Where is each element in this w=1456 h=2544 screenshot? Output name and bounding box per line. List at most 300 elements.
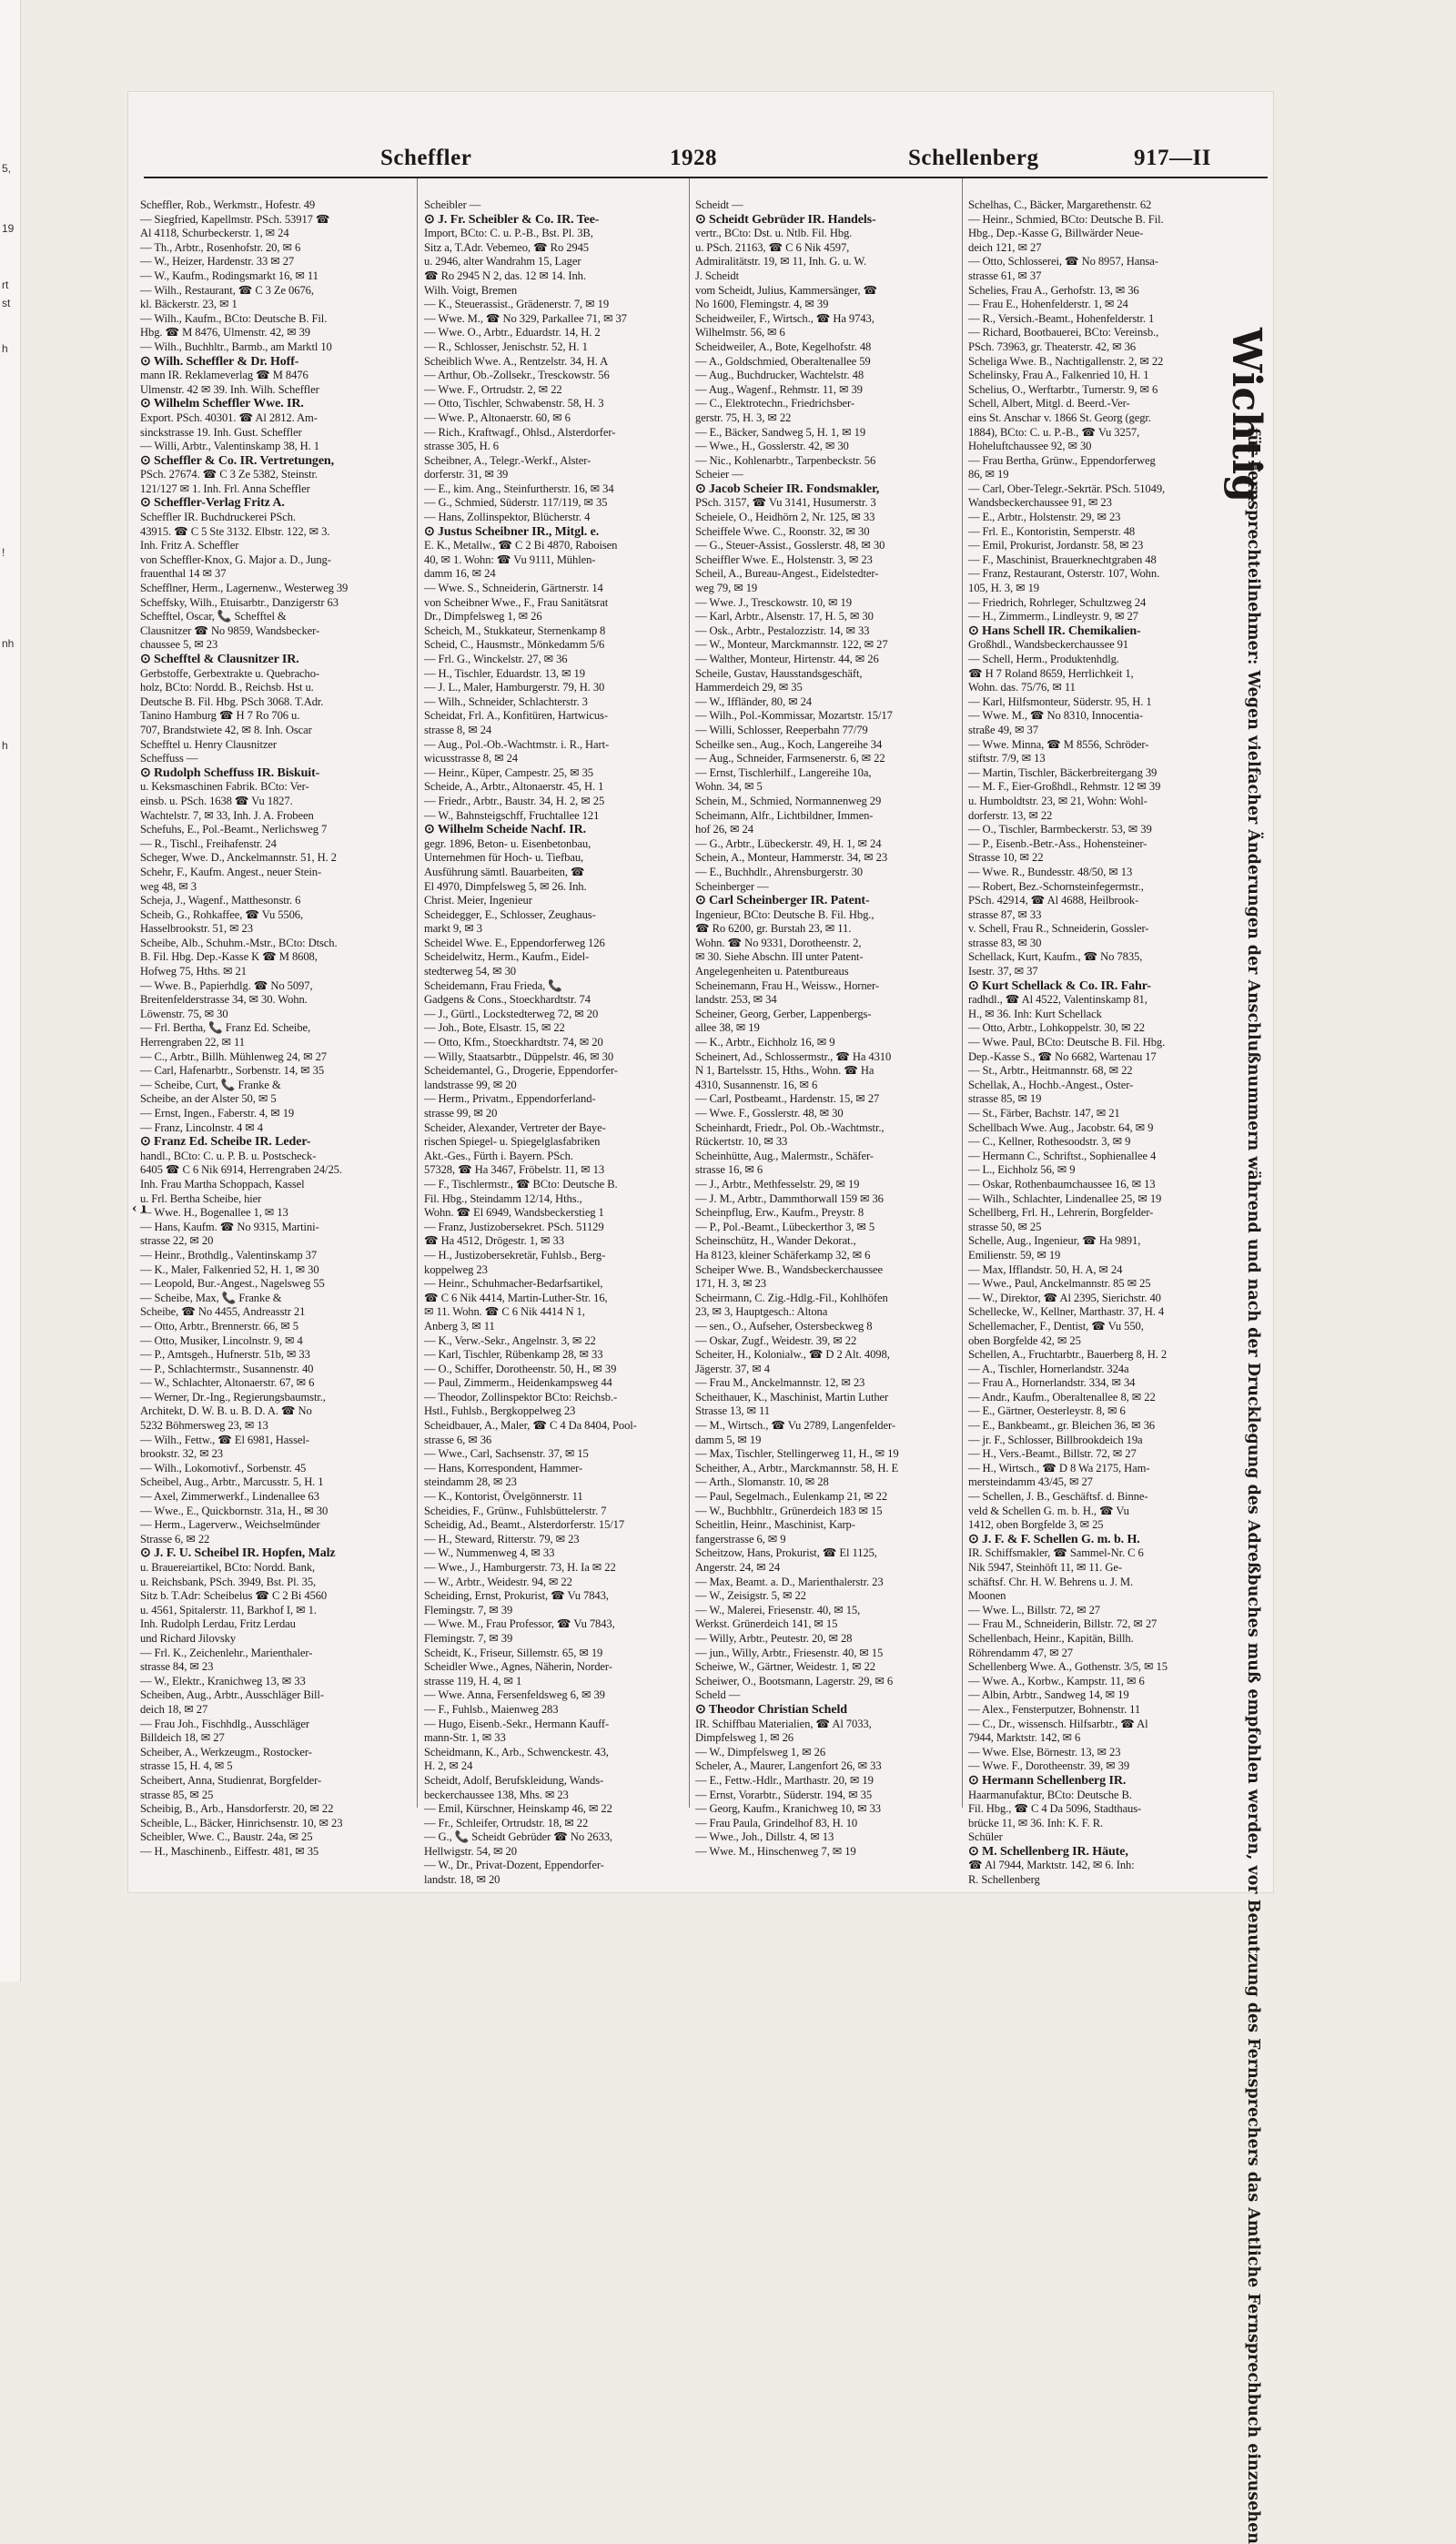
directory-entry-line: Flemingstr. 7, ✉ 39 [424,1603,513,1617]
directory-entry-line: — A., Goldschmied, Oberaltenallee 59 [695,354,871,368]
directory-entry-line: — Hugo, Eisenb.-Sekr., Hermann Kauff- [424,1717,610,1730]
directory-entry-line: — Wwe. A., Korbw., Kampstr. 11, ✉ 6 [968,1674,1145,1688]
directory-entry-line: — Aug., Schneider, Farmsenerstr. 6, ✉ 22 [695,752,885,765]
directory-entry-line: Scheidweiler, A., Bote, Kegelhofstr. 48 [695,340,872,353]
directory-entry-line: Dep.-Kasse S., ☎ No 6682, Wartenau 17 [968,1049,1157,1063]
directory-entry-line: Scheld — [695,1688,741,1702]
directory-entry-line: — Wwe. M., ☎ No 329, Parkallee 71, ✉ 37 [424,311,627,325]
directory-entry-line: — M., Wirtsch., ☎ Vu 2789, Langenfelder- [695,1419,895,1433]
directory-entry-line: strasse 85, ✉ 19 [968,1092,1042,1106]
directory-entry-line: — Oskar, Rothenbaumchaussee 16, ✉ 13 [968,1177,1156,1191]
directory-entry-line: — L., Eichholz 56, ✉ 9 [968,1163,1076,1177]
directory-entry-line: Schellemacher, F., Dentist, ☎ Vu 550, [968,1319,1144,1333]
directory-entry-line: ⊙ Carl Scheinberger IR. Patent- [695,894,870,908]
directory-entry-line: — F., Tischlermstr., ☎ BCto: Deutsche B. [424,1177,618,1191]
directory-entry-line: ⊙ Hans Schell IR. Chemikalien- [968,623,1141,638]
directory-entry-line: — Wwe. M., ☎ No 8310, Innocentia- [968,709,1143,723]
directory-entry-line: — Rich., Kraftwagf., Ohlsd., Alsterdorfer- [424,425,616,439]
directory-entry-line: — Hans, Kaufm. ☎ No 9315, Martini- [140,1220,319,1233]
directory-entry-line: — Frl. G., Winckelstr. 27, ✉ 36 [424,653,568,665]
directory-entry-line: — Karl, Hilfsmonteur, Süderstr. 95, H. 1 [968,694,1152,708]
directory-entry-line: — F., Maschinist, Brauerknechtgraben 48 [968,552,1157,566]
directory-entry-line: Wohn. ☎ El 6949, Wandsbeckerstieg 1 [424,1206,604,1220]
directory-entry-line: Ingenieur, BCto: Deutsche B. Fil. Hbg., [695,907,875,921]
directory-entry-line: mann IR. Reklameverlag ☎ M 8476 [140,369,308,382]
directory-entry-line: PSch. 3157, ☎ Vu 3141, Husumerstr. 3 [695,496,876,510]
directory-entry-line: Admiralitätstr. 19, ✉ 11, Inh. G. u. W. [695,255,867,269]
directory-entry-line: steindamm 28, ✉ 23 [424,1475,517,1489]
directory-entry-line: — E., Arbtr., Holstenstr. 29, ✉ 23 [968,511,1121,524]
directory-entry-line: Scheler, A., Maurer, Langenfort 26, ✉ 33 [695,1759,882,1773]
directory-entry-line: — St., Färber, Bachstr. 147, ✉ 21 [968,1107,1120,1120]
directory-entry-line: Inh. Fritz A. Scheffler [140,539,239,552]
directory-entry-line: B. Fil. Hbg. Dep.-Kasse K ☎ M 8608, [140,950,318,964]
directory-entry-line: strasse 8, ✉ 24 [424,723,492,736]
directory-entry-line: ⊙ J. F. U. Scheibel IR. Hopfen, Malz [140,1546,336,1561]
directory-entry-line: Scheier — [695,468,743,481]
directory-entry-line: — Wwe., Paul, Anckelmannstr. 85 ✉ 25 [968,1277,1151,1291]
directory-entry-line: PSch. 73963, gr. Theaterstr. 42, ✉ 36 [968,340,1136,353]
directory-entry-line: — R., Schlosser, Jenischstr. 52, H. 1 [424,340,588,353]
directory-entry-line: Haarmanufaktur, BCto: Deutsche B. [968,1788,1132,1801]
column-divider [417,178,418,1808]
directory-entry-line: Scheiner, Georg, Gerber, Lappenbergs- [695,1007,872,1020]
directory-entry-line: — H., Tischler, Eduardstr. 13, ✉ 19 [424,666,585,680]
directory-entry-line: — J. M., Arbtr., Dammthorwall 159 ✉ 36 [695,1191,884,1205]
directory-entry-line: Großhdl., Wandsbeckerchaussee 91 [968,638,1129,652]
directory-entry-line: — Heinr., Schmied, BCto: Deutsche B. Fil. [968,212,1164,226]
directory-entry-line: — Emil, Prokurist, Jordanstr. 58, ✉ 23 [968,539,1144,552]
directory-entry-line: u. Brauereiartikel, BCto: Nordd. Bank, [140,1561,316,1574]
directory-entry-line: — E., Bäcker, Sandweg 5, H. 1, ✉ 19 [695,425,866,439]
directory-entry-line: — W., Dimpfelsweg 1, ✉ 26 [695,1745,826,1759]
directory-entry-line: stiftstr. 7/9, ✉ 13 [968,752,1046,765]
notice-title: Wichtig [1223,328,1269,502]
directory-entry-line: Scheibe, an der Alster 50, ✉ 5 [140,1092,277,1106]
directory-entry-line: — J., Arbtr., Methfesselstr. 29, ✉ 19 [695,1177,860,1191]
directory-entry-line: ⊙ Schefftel & Clausnitzer IR. [140,653,299,666]
directory-entry-line: Hbg. ☎ M 8476, Ulmenstr. 42, ✉ 39 [140,326,311,340]
edge-fragment: st [2,297,11,309]
directory-entry-line: landstrasse 99, ✉ 20 [424,1078,517,1091]
directory-entry-line: — Carl, Hafenarbtr., Sorbenstr. 14, ✉ 35 [140,1064,325,1078]
directory-entry-line: eins St. Anschar v. 1866 St. Georg (gegr. [968,410,1151,424]
directory-column-4 [968,198,1230,1888]
directory-entry-line: Scheffler IR. Buchdruckerei PSch. [140,511,296,524]
directory-entry-line: gegr. 1896, Beton- u. Eisenbetonbau, [424,836,592,850]
directory-entry-line: — Schellen, J. B., Geschäftsf. d. Binne- [968,1490,1148,1504]
directory-entry-line: Scheidemantel, G., Drogerie, Eppendorfer- [424,1064,618,1078]
directory-entry-line: — P., Eisenb.-Betr.-Ass., Hohensteiner- [968,836,1148,850]
directory-entry-line: — Willi, Schlosser, Reeperbahn 77/79 [695,723,868,736]
directory-entry-line: — Wwe., Carl, Sachsenstr. 37, ✉ 15 [424,1447,589,1461]
directory-entry-line: wicusstrasse 8, ✉ 24 [424,752,518,765]
directory-entry-line: Scheidel Wwe. E., Eppendorferweg 126 [424,936,605,949]
directory-entry-line: — W., Zeisigstr. 5, ✉ 22 [695,1589,806,1603]
directory-entry-line: — W., Kaufm., Rodingsmarkt 16, ✉ 11 [140,269,318,282]
directory-entry-line: Scheidt, K., Friseur, Sillemstr. 65, ✉ 19 [424,1646,603,1659]
directory-entry-line: Hellwigstr. 54, ✉ 20 [424,1844,517,1858]
directory-entry-line: Scheibert, Anna, Studienrat, Borgfelder- [140,1773,322,1787]
directory-entry-line: Scheither, A., Arbtr., Marckmannstr. 58, H. E [695,1461,899,1475]
directory-entry-line: handl., BCto: C. u. P. B. u. Postscheck- [140,1149,317,1162]
directory-entry-line: Gadgens & Cons., Stoeckhardtstr. 74 [424,993,591,1007]
directory-entry-line: — Wwe., J., Hamburgerstr. 73, H. Ia ✉ 22 [424,1561,616,1574]
directory-entry-line: Scheiffler Wwe. E., Holstenstr. 3, ✉ 23 [695,552,873,566]
directory-entry-line: — Frl. K., Zeichenlehr., Marienthaler- [140,1646,313,1659]
directory-entry-line: von Scheibner Wwe., F., Frau Sanitätsrat [424,595,609,609]
directory-entry-line: Scheiblich Wwe. A., Rentzelstr. 34, H. A [424,354,609,368]
directory-entry-line: Herrengraben 22, ✉ 11 [140,1036,245,1049]
directory-entry-line: — Aug., Buchdrucker, Wachtelstr. 48 [695,369,864,382]
directory-entry-line: — C., Arbtr., Billh. Mühlenweg 24, ✉ 27 [140,1049,328,1063]
directory-entry-line: strasse 119, H. 4, ✉ 1 [424,1674,522,1688]
directory-entry-line: Scheger, Wwe. D., Anckelmannstr. 51, H. 2 [140,851,337,865]
directory-entry-line: u. Humboldtstr. 23, ✉ 21, Wohn: Wohl- [968,794,1148,807]
directory-entry-line: Hoheluftchaussee 92, ✉ 30 [968,440,1092,453]
directory-entry-line: — Wwe., H., Gosslerstr. 42, ✉ 30 [695,440,849,453]
directory-entry-line: strasse 6, ✉ 36 [424,1433,492,1446]
directory-entry-line: — Wwe. P., Altonaerstr. 60, ✉ 6 [424,410,571,424]
directory-entry-line: Billdeich 18, ✉ 27 [140,1731,225,1745]
directory-entry-line: — Ernst, Tischlerhilf., Langereihe 10a, [695,765,872,779]
directory-entry-line: 4310, Susannenstr. 16, ✉ 6 [695,1078,818,1091]
directory-entry-line: — Franz, Restaurant, Osterstr. 107, Wohn. [968,567,1160,581]
directory-entry-line: — Friedrich, Rohrleger, Schultzweg 24 [968,595,1147,609]
directory-entry-line: Scheilke sen., Aug., Koch, Langereihe 34 [695,737,883,751]
directory-entry-line: straße 49, ✉ 37 [968,723,1038,736]
directory-entry-line: — Alex., Fensterputzer, Bohnenstr. 11 [968,1702,1141,1716]
directory-entry-line: — Wwe. Else, Börnestr. 13, ✉ 23 [968,1745,1121,1759]
directory-entry-line: Scheidmann, K., Arb., Schwenckestr. 43, [424,1745,609,1759]
directory-entry-line: Dr., Dimpfelsweg 1, ✉ 26 [424,610,542,623]
directory-entry-line: fangerstrasse 6, ✉ 9 [695,1532,786,1546]
directory-entry-line: — C., Kellner, Rothesoodstr. 3, ✉ 9 [968,1135,1131,1149]
directory-entry-line: Deutsche B. Fil. Hbg. PSch 3068. T.Adr. [140,694,324,708]
directory-entry-line: — O., Schiffer, Dorotheenstr. 50, H., ✉ 39 [424,1362,617,1375]
directory-entry-line: — Wilh., Lokomotivf., Sorbenstr. 45 [140,1461,307,1475]
directory-entry-line: — Wilh., Kaufm., BCto: Deutsche B. Fil. [140,311,328,325]
directory-entry-line: ⊙ Hermann Schellenberg IR. [968,1773,1127,1788]
directory-entry-line: v. Schell, Frau R., Schneiderin, Gossler- [968,922,1149,936]
directory-entry-line: chaussee 5, ✉ 23 [140,638,218,652]
directory-entry-line: Scheiele, O., Heidhörn 2, Nr. 125, ✉ 33 [695,511,875,524]
directory-entry-line: — Arthur, Ob.-Zollsekr., Tresckowstr. 56 [424,369,610,382]
directory-entry-line: — Frau M., Anckelmannstr. 12, ✉ 23 [695,1376,865,1390]
directory-entry-line: vertr., BCto: Dst. u. Ntlb. Fil. Hbg. [695,227,853,240]
directory-entry-line: — Wwe. F., Ortrudstr. 2, ✉ 22 [424,382,562,396]
directory-entry-line: No 1600, Flemingstr. 4, ✉ 39 [695,298,829,311]
directory-entry-line: Scheibig, B., Arb., Hansdorferstr. 20, ✉ 22 [140,1802,334,1816]
directory-entry-line: ⊙ Wilhelm Scheffler Wwe. IR. [140,397,304,411]
directory-entry-line: sinckstrasse 19. Inh. Gust. Scheffler [140,425,302,439]
directory-entry-line: Scheinschütz, H., Wander Dekorat., [695,1234,856,1248]
directory-entry-line: — Andr., Kaufm., Oberaltenallee 8, ✉ 22 [968,1390,1156,1404]
directory-entry-line: — jr. F., Schlosser, Billbrookdeich 19a [968,1433,1143,1446]
directory-entry-line: Scheffsky, Wilh., Etuisarbtr., Danzigerstr 63 [140,595,339,609]
directory-entry-line: — R., Versich.-Beamt., Hohenfelderstr. 1 [968,311,1155,325]
directory-entry-line: — Karl, Tischler, Rübenkamp 28, ✉ 33 [424,1348,603,1362]
directory-entry-line: Röhrendamm 47, ✉ 27 [968,1646,1073,1659]
directory-entry-line: beckerchaussee 138, Mhs. ✉ 23 [424,1788,569,1801]
directory-entry-line: — Max, Tischler, Stellingerweg 11, H., ✉ 19 [695,1447,899,1461]
directory-entry-line: — H., Steward, Ritterstr. 79, ✉ 23 [424,1532,580,1546]
column-divider [689,178,690,1808]
directory-entry-line: dorferstr. 13, ✉ 22 [968,808,1053,822]
directory-entry-line: — H., Vers.-Beamt., Billstr. 72, ✉ 27 [968,1447,1137,1461]
directory-entry-line: Hammerdeich 29, ✉ 35 [695,681,803,694]
directory-entry-line: oben Borgfelde 42, ✉ 25 [968,1333,1081,1347]
directory-entry-line: — Arth., Slomanstr. 10, ✉ 28 [695,1475,829,1489]
directory-entry-line: Scheitzow, Hans, Prokurist, ☎ El 1125, [695,1546,877,1560]
directory-entry-line: Scheidegger, E., Schlosser, Zeughaus- [424,907,596,921]
directory-entry-line: — W., Arbtr., Weidestr. 94, ✉ 22 [424,1575,572,1588]
directory-entry-line: — Willy, Staatsarbtr., Düppelstr. 46, ✉ 30 [424,1049,614,1063]
directory-entry-line: — Heinr., Küper, Campestr. 25, ✉ 35 [424,765,593,779]
directory-entry-line: ☎ Ha 4512, Drögestr. 1, ✉ 33 [424,1234,564,1248]
directory-entry-line: Scheibler — [424,198,481,211]
directory-entry-line: — Herm., Privatm., Eppendorferland- [424,1092,596,1106]
directory-entry-line: markt 9, ✉ 3 [424,922,482,936]
directory-entry-line: — Karl, Arbtr., Alsenstr. 17, H. 5, ✉ 30 [695,610,874,623]
directory-entry-line: — G., Arbtr., Lübeckerstr. 49, H. 1, ✉ 24 [695,836,882,850]
directory-entry-line: Scheile, Gustav, Hausstandsgeschäft, [695,666,863,680]
edge-fragment: 5, [2,162,12,175]
directory-entry-line: — W., Dr., Privat-Dozent, Eppendorfer- [424,1859,604,1872]
directory-entry-line: Hasselbrookstr. 51, ✉ 23 [140,922,253,936]
directory-entry-line: Scheiber, A., Werkzeugm., Rostocker- [140,1745,312,1759]
directory-entry-line: — G., 📞 Scheidt Gebrüder ☎ No 2633, [424,1830,612,1844]
directory-entry-line: Scheffuss — [140,752,198,765]
directory-entry-line: — K., Kontorist, Övelgönnerstr. 11 [424,1490,583,1504]
directory-entry-line: — Albin, Arbtr., Sandweg 14, ✉ 19 [968,1688,1129,1702]
directory-entry-line: — Carl, Ober-Telegr.-Sekrtär. PSch. 51049, [968,481,1166,495]
directory-entry-line: N 1, Bartelsstr. 15, Hths., Wohn. ☎ Ha [695,1064,875,1078]
directory-entry-line: — W., Direktor, ☎ Al 2395, Sierichstr. 40 [968,1291,1161,1304]
directory-entry-line: — Frau A., Hornerlandstr. 334, ✉ 34 [968,1376,1136,1390]
directory-entry-line: mersteindamm 43/45, ✉ 27 [968,1475,1093,1489]
previous-page-edge [0,0,21,1981]
directory-entry-line: strasse 50, ✉ 25 [968,1220,1042,1233]
directory-entry-line: 171, H. 3, ✉ 23 [695,1277,766,1291]
directory-entry-line: ☎ Ro 6200, gr. Burstah 23, ✉ 11. [695,922,852,936]
directory-entry-line: — Axel, Zimmerwerkf., Lindenallee 63 [140,1490,319,1504]
directory-entry-line: — Wilh., Schlachter, Lindenallee 25, ✉ 19 [968,1191,1162,1205]
directory-entry-line: strasse 61, ✉ 37 [968,269,1042,282]
directory-entry-line: Scheirmann, C. Zig.-Hdlg.-Fil., Kohlhöfen [695,1291,888,1304]
directory-entry-line: hof 26, ✉ 24 [695,823,753,836]
directory-entry-line: Scheiding, Ernst, Prokurist, ☎ Vu 7843, [424,1589,609,1603]
directory-entry-line: — P., Schlachtermstr., Susannenstr. 40 [140,1362,314,1375]
directory-entry-line: Schefflner, Herm., Lagernenw., Westerweg 39 [140,582,349,595]
directory-entry-line: — P., Amtsgeh., Hufnerstr. 51b, ✉ 33 [140,1348,310,1362]
directory-entry-line: — A., Tischler, Hornerlandstr. 324a [968,1362,1129,1375]
directory-entry-line: H., ✉ 36. Inh: Kurt Schellack [968,1007,1102,1020]
directory-entry-line: Strasse 13, ✉ 11 [695,1404,770,1418]
directory-entry-line: — P., Pol.-Beamt., Lübeckerthor 3, ✉ 5 [695,1220,875,1233]
directory-entry-line: ☎ C 6 Nik 4414, Martin-Luther-Str. 16, [424,1291,608,1304]
directory-entry-line: deich 121, ✉ 27 [968,240,1042,254]
directory-column-3 [695,198,957,1859]
directory-entry-line: — W., Elektr., Kranichweg 13, ✉ 33 [140,1674,306,1688]
directory-entry-line: — Wwe. Minna, ☎ M 8556, Schröder- [968,737,1149,751]
directory-entry-line: 5232 Böhmersweg 23, ✉ 13 [140,1419,268,1433]
directory-entry-line: Scheinert, Ad., Schlossermstr., ☎ Ha 4310 [695,1049,892,1063]
directory-entry-line: — M. F., Eier-Großhdl., Rehmstr. 12 ✉ 39 [968,780,1161,794]
directory-entry-line: Jägerstr. 37, ✉ 4 [695,1362,770,1375]
directory-entry-line: Akt.-Ges., Fürth i. Bayern. PSch. [424,1149,573,1162]
directory-entry-line: strasse 305, H. 6 [424,440,499,453]
directory-entry-line: Schelies, Frau A., Gerhofstr. 13, ✉ 36 [968,283,1139,297]
directory-entry-line: Scheitlin, Heinr., Maschinist, Karp- [695,1518,855,1532]
directory-entry-line: Dimpfelsweg 1, ✉ 26 [695,1731,794,1745]
directory-entry-line: Scheiwer, O., Bootsmann, Lagerstr. 29, ✉ 6 [695,1674,894,1688]
directory-entry-line: 707, Brandstwiete 42, ✉ 8. Inh. Oscar [140,723,312,736]
directory-entry-line: Sitz a, T.Adr. Vebemeo, ☎ Ro 2945 [424,240,589,254]
directory-entry-line: Schein, A., Monteur, Hammerstr. 34, ✉ 23 [695,851,888,865]
directory-entry-line: — Ernst, Vorarbtr., Süderstr. 194, ✉ 35 [695,1788,873,1801]
directory-entry-line: ✉ 30. Siehe Abschn. III unter Patent- [695,950,864,964]
directory-entry-line: Schellack, Kurt, Kaufm., ☎ No 7835, [968,950,1143,964]
directory-entry-line: El 4970, Dimpfelsweg 5, ✉ 26. Inh. [424,879,587,893]
directory-entry-line: — Frau Joh., Fischhdlg., Ausschläger [140,1717,309,1730]
directory-entry-line: Wachtelstr. 7, ✉ 33, Inh. J. A. Frobeen [140,808,314,822]
directory-entry-line: strasse 16, ✉ 6 [695,1163,763,1177]
directory-entry-line: Scheidt, Adolf, Berufskleidung, Wands- [424,1773,604,1787]
directory-entry-line: 43915. ☎ C 5 Ste 3132. Elbstr. 122, ✉ 3. [140,524,330,538]
directory-entry-line: Wilhelmstr. 56, ✉ 6 [695,326,785,340]
directory-entry-line: Scheil, A., Bureau-Angest., Eidelstedter- [695,567,879,581]
header-left-name: Scheffler [380,146,472,170]
directory-entry-line: Scheibler, Wwe. C., Baustr. 24a, ✉ 25 [140,1830,313,1844]
directory-entry-line: — W., Schlachter, Altonaerstr. 67, ✉ 6 [140,1376,315,1390]
directory-entry-line: strasse 87, ✉ 33 [968,907,1042,921]
directory-entry-line: — Ernst, Ingen., Faberstr. 4, ✉ 19 [140,1107,295,1120]
directory-entry-line: damm 5, ✉ 19 [695,1433,762,1446]
directory-entry-line: — C., Elektrotechn., Friedrichsber- [695,397,854,410]
directory-entry-line: Hstl., Fuhlsb., Bergkoppelweg 23 [424,1404,576,1418]
directory-entry-line: Scheibner, A., Telegr.-Werkf., Alster- [424,453,592,467]
notice-text: für Fernsprechteilnehmer: Wegen vielfacher Änderungen der Anschlußnummern während und nach der Drucklegung des Adreßbuches muß empfohlen werden, vor Benutzung des Fernsprechers das Amtliche Fernsprechbuch einzusehen [1244,428,1262,2544]
directory-entry-line: IR. Schiffbau Materialien, ☎ Al 7033, [695,1717,872,1730]
directory-entry-line: — Robert, Bez.-Schornsteinfegermstr., [968,879,1144,893]
directory-entry-line: 105, H. 3, ✉ 19 [968,582,1039,595]
directory-entry-line: — Wwe. F., Gosslerstr. 48, ✉ 30 [695,1107,844,1120]
directory-entry-line: schäftsf. Chr. H. W. Behrens u. J. M. [968,1575,1133,1588]
directory-entry-line: Schellak, A., Hochb.-Angest., Oster- [968,1078,1134,1091]
directory-entry-line: Isestr. 37, ✉ 37 [968,965,1038,978]
directory-entry-line: Scheibel, Aug., Arbtr., Marcusstr. 5, H. 1 [140,1475,324,1489]
directory-entry-line: damm 16, ✉ 24 [424,567,496,581]
directory-entry-line: Scheidt — [695,198,743,211]
directory-entry-line: — E., Fettw.-Hdlr., Marthastr. 20, ✉ 19 [695,1773,874,1787]
directory-entry-line: R. Schellenberg [968,1873,1040,1887]
vertical-notice [1218,319,1273,2544]
directory-entry-line: koppelweg 23 [424,1262,488,1276]
directory-entry-line: Wandsbeckerchaussee 91, ✉ 23 [968,496,1112,510]
directory-entry-line: — Hans, Korrespondent, Hammer- [424,1461,583,1475]
directory-entry-line: Wohn. ☎ No 9331, Dorotheenstr. 2, [695,936,862,949]
directory-entry-line: — Paul, Zimmerm., Heidenkampsweg 44 [424,1376,612,1390]
directory-entry-line: 57328, ☎ Ha 3467, Fröbelstr. 11, ✉ 13 [424,1163,605,1177]
directory-entry-line: — G., Steuer-Assist., Gosslerstr. 48, ✉ 30 [695,539,885,552]
directory-entry-line: ⊙ Justus Scheibner IR., Mitgl. e. [424,524,600,539]
directory-entry-line: u. 2946, alter Wandrahm 15, Lager [424,255,581,269]
directory-entry-line: Scheinemann, Frau H., Weissw., Horner- [695,978,879,992]
directory-entry-line: ☎ Al 7944, Marktstr. 142, ✉ 6. Inh: [968,1859,1135,1872]
directory-entry-line: — Otto, Arbtr., Lohkoppelstr. 30, ✉ 22 [968,1021,1145,1035]
directory-entry-line: allee 38, ✉ 19 [695,1021,760,1035]
directory-entry-line: Schellbach Wwe. Aug., Jacobstr. 64, ✉ 9 [968,1120,1154,1134]
directory-entry-line: — Oskar, Zugf., Weidestr. 39, ✉ 22 [695,1333,857,1347]
directory-entry-line: — Wwe., Joh., Dillstr. 4, ✉ 13 [695,1830,834,1844]
directory-entry-line: Scheithauer, K., Maschinist, Martin Luther [695,1390,889,1404]
directory-entry-line: ☎ Ro 2945 N 2, das. 12 ✉ 14. Inh. [424,269,586,282]
directory-entry-line: stedterweg 54, ✉ 30 [424,965,516,978]
directory-entry-line: Scheid, C., Hausmstr., Mönkedamm 5/6 [424,638,605,652]
edge-fragment: h [2,342,8,355]
directory-entry-line: u. Keksmaschinen Fabrik. BCto: Ver- [140,780,309,794]
directory-entry-line: Strasse 10, ✉ 22 [968,851,1044,865]
directory-entry-line: — K., Maler, Falkenried 52, H. 1, ✉ 30 [140,1262,319,1276]
directory-entry-line: — W., Nummenweg 4, ✉ 33 [424,1546,555,1560]
directory-entry-line: 23, ✉ 3, Hauptgesch.: Altona [695,1305,828,1319]
directory-entry-line: u. 4561, Spitalerstr. 11, Barkhof I, ✉ 1. [140,1603,317,1617]
directory-entry-line: rischen Spiegel- u. Spiegelglasfabriken [424,1135,601,1149]
directory-entry-line: u. PSch. 21163, ☎ C 6 Nik 4597, [695,240,850,254]
header-right-name: Schellenberg [908,146,1039,170]
directory-entry-line: holz, BCto: Nordd. B., Reichsb. Hst u. [140,681,314,694]
directory-entry-line: — Scheibe, Max, 📞 Franke & [140,1291,282,1304]
directory-entry-line: ⊙ Rudolph Scheffuss IR. Biskuit- [140,765,320,780]
directory-entry-line: — Richard, Bootbauerei, BCto: Vereinsb., [968,326,1159,340]
directory-entry-line: 86, ✉ 19 [968,468,1009,481]
directory-entry-line: — Fr., Schleifer, Ortrudstr. 18, ✉ 22 [424,1816,589,1829]
directory-entry-line: — Wwe., E., Quickbornstr. 31a, H., ✉ 30 [140,1504,329,1517]
directory-entry-line: — Aug., Wagenf., Rehmstr. 11, ✉ 39 [695,382,863,396]
directory-entry-line: Emilienstr. 59, ✉ 19 [968,1248,1061,1262]
directory-entry-line: Schefuhs, E., Pol.-Beamt., Nerlichsweg 7 [140,823,328,836]
directory-entry-line: Schelinsky, Frau A., Falkenried 10, H. 1 [968,369,1149,382]
directory-entry-line: — Schell, Herm., Produktenhdlg. [968,653,1119,665]
edge-fragment: rt [2,279,9,291]
directory-entry-line: Schehr, F., Kaufm. Angest., neuer Stein- [140,865,322,878]
directory-entry-line: — Wilh., Fettw., ☎ El 6981, Hassel- [140,1433,309,1446]
directory-entry-line: strasse 22, ✉ 20 [140,1234,214,1248]
directory-entry-line: — Scheibe, Curt, 📞 Franke & [140,1078,281,1091]
directory-entry-line: 121/127 ✉ 1. Inh. Frl. Anna Scheffler [140,481,310,495]
directory-entry-line: — Max, Ifflandstr. 50, H. A, ✉ 24 [968,1262,1123,1276]
directory-entry-line: veld & Schellen G. m. b. H., ☎ Vu [968,1504,1129,1517]
directory-entry-line: ⊙ Scheidt Gebrüder IR. Handels- [695,212,876,227]
directory-entry-line: — Carl, Postbeamt., Hardenstr. 15, ✉ 27 [695,1092,880,1106]
directory-entry-line: Import, BCto: C. u. P.-B., Bst. Pl. 3B, [424,227,593,240]
directory-entry-line: — W., Heizer, Hardenstr. 33 ✉ 27 [140,255,295,269]
directory-entry-line: — Otto, Kfm., Stoeckhardtstr. 74, ✉ 20 [424,1036,603,1049]
directory-entry-line: — Wwe. R., Bundesstr. 48/50, ✉ 13 [968,865,1133,878]
directory-entry-line: — Joh., Bote, Elsastr. 15, ✉ 22 [424,1021,565,1035]
directory-entry-line: Schüler [968,1830,1003,1844]
directory-entry-line: IR. Schiffsmakler, ☎ Sammel-Nr. C 6 [968,1546,1144,1560]
directory-entry-line: dorferstr. 31, ✉ 39 [424,468,509,481]
directory-page [127,91,1274,2544]
directory-entry-line: — O., Tischler, Barmbeckerstr. 53, ✉ 39 [968,823,1152,836]
directory-entry-line: Scheffler, Rob., Werkmstr., Hofestr. 49 [140,198,316,211]
directory-entry-line: — Osk., Arbtr., Pestalozzistr. 14, ✉ 33 [695,623,870,637]
directory-entry-line: — E., kim. Ang., Steinfurtherstr. 16, ✉ 34 [424,481,614,495]
edge-fragment: 19 [2,222,15,235]
directory-entry-line: — Paul, Segelmach., Eulenkamp 21, ✉ 22 [695,1490,888,1504]
